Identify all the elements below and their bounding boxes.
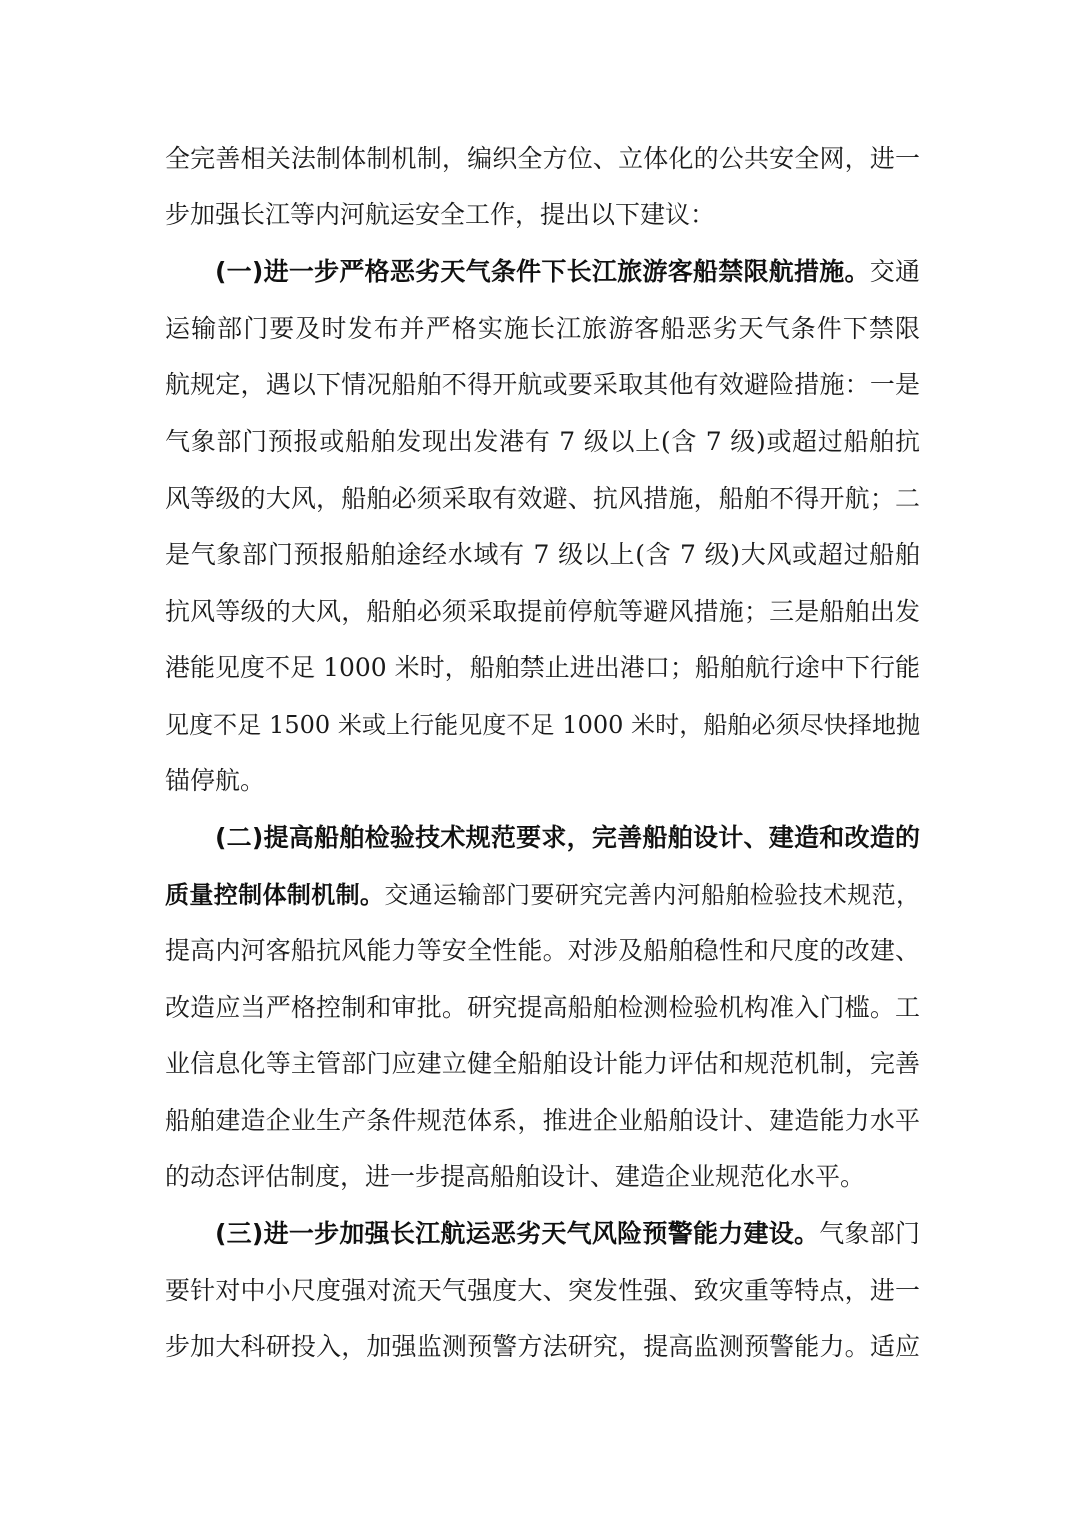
text-line: 改造应当严格控制和审批。研究提高船舶检测检验机构准入门槛。工 [165, 993, 920, 1022]
section-heading: (二)提高船舶检验技术规范要求，完善船舶设计、建造和改造的 [215, 823, 920, 852]
section-heading-line: 质量控制体制机制。交通运输部门要研究完善内河船舶检验技术规范， [165, 881, 921, 909]
text-line: 提高内河客船抗风能力等安全性能。对涉及船舶稳性和尺度的改建、 [165, 936, 920, 965]
section-heading-line [215, 818, 920, 858]
text-line: 的动态评估制度，进一步提高船舶设计、建造企业规范化水平。 [165, 1162, 866, 1191]
text-line: 是气象部门预报船舶途经水域有 7 级以上(含 7 级)大风或超过船舶 [165, 540, 920, 569]
text-line: 港能见度不足 1000 米时，船舶禁止进出港口；船舶航行途中下行能 [165, 653, 920, 682]
text-line: 抗风等级的大风，船舶必须采取提前停航等避风措施；三是船舶出发 [165, 597, 920, 626]
text-line: 步加强长江等内河航运安全工作，提出以下建议： [165, 200, 716, 229]
text-line: 步加大科研投入，加强监测预警方法研究，提高监测预警能力。适应 [165, 1332, 920, 1361]
text-line: 业信息化等主管部门应建立健全船舶设计能力评估和规范机制，完善 [165, 1049, 920, 1078]
text-line: 运输部门要及时发布并严格实施长江旅游客船恶劣天气条件下禁限 [165, 314, 920, 343]
text-line: 要针对中小尺度强对流天气强度大、突发性强、致灾重等特点，进一 [165, 1276, 920, 1305]
section-heading: (一)进一步严格恶劣天气条件下长江旅游客船禁限航措施。 [215, 257, 870, 286]
text-line: 气象部门预报或船舶发现出发港有 7 级以上(含 7 级)或超过船舶抗 [165, 427, 920, 456]
text-line: 全完善相关法制体制机制，编织全方位、立体化的公共安全网，进一 [165, 144, 920, 173]
section-heading-continued: 质量控制体制机制。 [165, 881, 385, 909]
text-line: 航规定，遇以下情况船舶不得开航或要采取其他有效避险措施：一是 [165, 370, 920, 399]
section-heading-line: (一)进一步严格恶劣天气条件下长江旅游客船禁限航措施。交通 [215, 257, 920, 286]
text-line: 风等级的大风，船舶必须采取有效避、抗风措施，船舶不得开航；二 [165, 484, 920, 513]
section-heading: (三)进一步加强长江航运恶劣天气风险预警能力建设。 [215, 1219, 820, 1248]
section-heading-line: (三)进一步加强长江航运恶劣天气风险预警能力建设。气象部门 [215, 1219, 920, 1248]
text-line: 锚停航。 [165, 766, 266, 795]
text-line: 见度不足 1500 米或上行能见度不足 1000 米时，船舶必须尽快择地抛 [165, 711, 920, 739]
text-line: 船舶建造企业生产条件规范体系，推进企业船舶设计、建造能力水平 [165, 1106, 920, 1135]
